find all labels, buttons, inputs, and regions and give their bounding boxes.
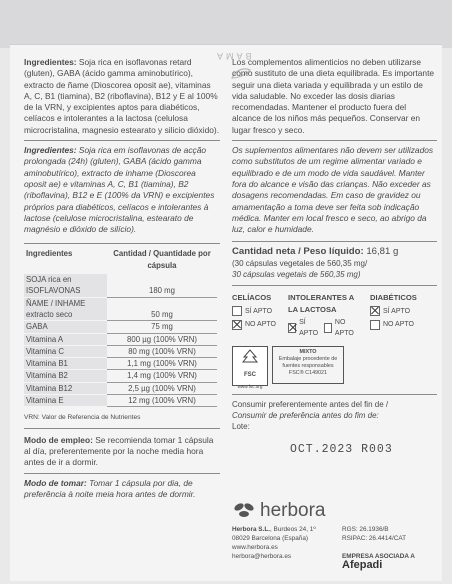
es-warning: Los complementos alimenticios no deben utilizarse como sustituto de una dieta equilibrada. Es importante seguir una dieta variada y equilibrada y un estilo de vida saludable. No exceder las dosis diarias recomendadas. Mantener el producto fuera del alcance de los niños más pequeños. Conservar en lugar fresco y seco. — [232, 57, 435, 135]
lot-label: Lote: — [232, 422, 250, 432]
pt-usage-label: Modo de tomar: — [24, 477, 87, 488]
herbora-wordmark: herbora — [260, 500, 326, 521]
table-row: Vitamina A 800 µg (100% VRN) — [24, 333, 217, 345]
nutrition-table — [24, 248, 217, 407]
checkbox-si — [232, 306, 242, 316]
net-quantity-pt: 30 cápsulas vegetais de 560,35 mg) — [232, 270, 361, 280]
table-row: Vitamina C 80 mg (100% VRN) — [24, 345, 217, 357]
check-celiacos: CELÍACOS SÍ APTO NO APTO — [232, 293, 276, 328]
pt-usage — [24, 478, 220, 501]
fsc-certification — [232, 346, 437, 390]
best-before-pt: Consumir de preferência antes do fim de: — [232, 410, 379, 420]
table-header-quantity: Cantidad / Quantidade por cápsula — [113, 249, 211, 270]
company-address: Herbora S.L., Burdeos 24, 1º 08029 Barcelona (España) www.herbora.es herbora@herbora.es — [232, 526, 316, 560]
background-top — [0, 0, 452, 48]
divider — [24, 428, 220, 429]
brand-mark-text: BAMA — [214, 51, 252, 61]
check-lactosa: INTOLERANTES A LA LACTOSA SÍ APTO NO APTO — [288, 292, 358, 339]
footer — [232, 498, 432, 570]
tree-check-icon — [240, 349, 260, 365]
es-ingredients-label: Ingredientes: — [24, 57, 77, 67]
table-row: Vitamina B1 1,1 mg (100% VRN) — [24, 358, 217, 370]
divider — [232, 241, 437, 242]
fsc-mixto-box: MIXTO Embalaje procedente de fuentes responsables FSC® C149021 — [272, 346, 344, 384]
left-column — [24, 57, 220, 500]
divider — [24, 140, 220, 141]
right-column — [232, 57, 437, 456]
lot-value: OCT.2023 R003 — [290, 443, 393, 457]
check-title: CELÍACOS — [232, 293, 272, 303]
vrn-note: VRN: Valor de Referencia de Nutrientes — [24, 414, 141, 422]
es-usage-label: Modo de empleo: — [24, 434, 93, 445]
es-ingredients-text: Soja rica en isoflavonas retard (gluten), GABA (ácido gamma aminobutírico), extracto de ñame (Dioscorea oposit ae), vitaminas A, C, B1 (tiamina), B2 (riboflavina), B12 y E al 100% de la VRN, y excipientes aptos para diabéticos, celíacos e intolerantes a la lactosa (celulosa microcristalina, magnesio estearato y silicio dióxido). — [24, 57, 220, 135]
es-usage — [24, 435, 220, 469]
herbora-logo — [232, 500, 432, 522]
check-diabeticos: DIABÉTICOS SÍ APTO NO APTO — [370, 292, 420, 339]
divider — [232, 394, 437, 395]
table-row: Vitamina B2 1,4 mg (100% VRN) — [24, 370, 217, 382]
table-header-ingredients: Ingredientes — [26, 249, 73, 259]
table-row: ÑAME / INHAME extracto seco 50 mg — [24, 297, 217, 321]
leaf-logo-icon — [232, 502, 258, 520]
es-usage-text: Se recomienda tomar 1 cápsula al día, preferentemente por la noche media hora antes de ir a dormir. — [24, 434, 214, 468]
afepadi-logo: Afepadi — [342, 559, 383, 571]
pt-ingredients-text: Soja rica em isoflavonas de acção prolongada (24h) (gluten), GABA (ácido gamma aminobutírico), extracto de inhame (Dioscorea oposit ae) e vitaminas A, C, B1 (tiamina), B2 (riboflavina), B12 e E (100% da VRN) e excipientes próprios para diabéticos, celíacos e intolerantes à lactose (celulose microcristalina, estearato de magnésio e dióxido de silício). — [24, 145, 215, 235]
es-ingredients — [24, 57, 220, 136]
net-quantity-label: Cantidad neta / Peso líquido: — [232, 246, 364, 258]
net-quantity-es: (30 cápsulas vegetales de 560,35 mg/ — [232, 258, 368, 268]
table-row: Vitamina E 12 mg (100% VRN) — [24, 395, 217, 407]
table-row: Vitamina B12 2,5 µg (100% VRN) — [24, 382, 217, 394]
suitability-checks — [232, 292, 437, 339]
check-title: DIABÉTICOS — [370, 293, 417, 303]
checkbox-si-checked — [370, 306, 380, 316]
pt-ingredients-label: Ingredientes: — [24, 145, 77, 156]
table-row: GABA 75 mg — [24, 321, 217, 333]
registration: RGS: 26.1936/B RSIPAC: 26.4414/CAT EMPRESA ASOCIADA A Afepadi — [342, 526, 415, 571]
table-row: SOJA rica en ISOFLAVONAS 180 mg — [24, 274, 217, 297]
net-quantity — [232, 246, 437, 257]
pt-ingredients — [24, 145, 220, 235]
check-title: INTOLERANTES A LA LACTOSA — [288, 293, 354, 314]
net-quantity-value: 16,81 g — [363, 246, 399, 258]
pt-warning: Os suplementos alimentares não devem ser utilizados como substitutos de um regime alimentar variado e equilibrado e de um modo de vida saudável. Manter fora do alcance e visão das crianças. Não exceder as dosagens recomendadas. Em caso de gravidez ou amamentação a toma deve ser feita sob indicação médica. Manter em local fresco e seco, ao abrigo da luz, calor e humidade. — [232, 145, 434, 235]
divider — [24, 243, 220, 244]
checkbox-no-checked — [232, 320, 242, 330]
best-before-es: Consumir preferentemente antes del fin de / — [232, 399, 389, 409]
divider — [232, 285, 437, 286]
divider — [232, 140, 437, 141]
footer-info — [232, 525, 432, 570]
table-header — [24, 248, 217, 274]
checkbox-no — [324, 323, 332, 333]
pt-usage-text: Tomar 1 cápsula por dia, de preferência à noite meia hora antes de dormir. — [24, 477, 196, 499]
divider — [24, 473, 220, 474]
checkbox-no — [370, 320, 380, 330]
checkbox-si-checked — [288, 323, 296, 333]
fsc-logo: FSC www.fsc.org — [232, 346, 268, 386]
